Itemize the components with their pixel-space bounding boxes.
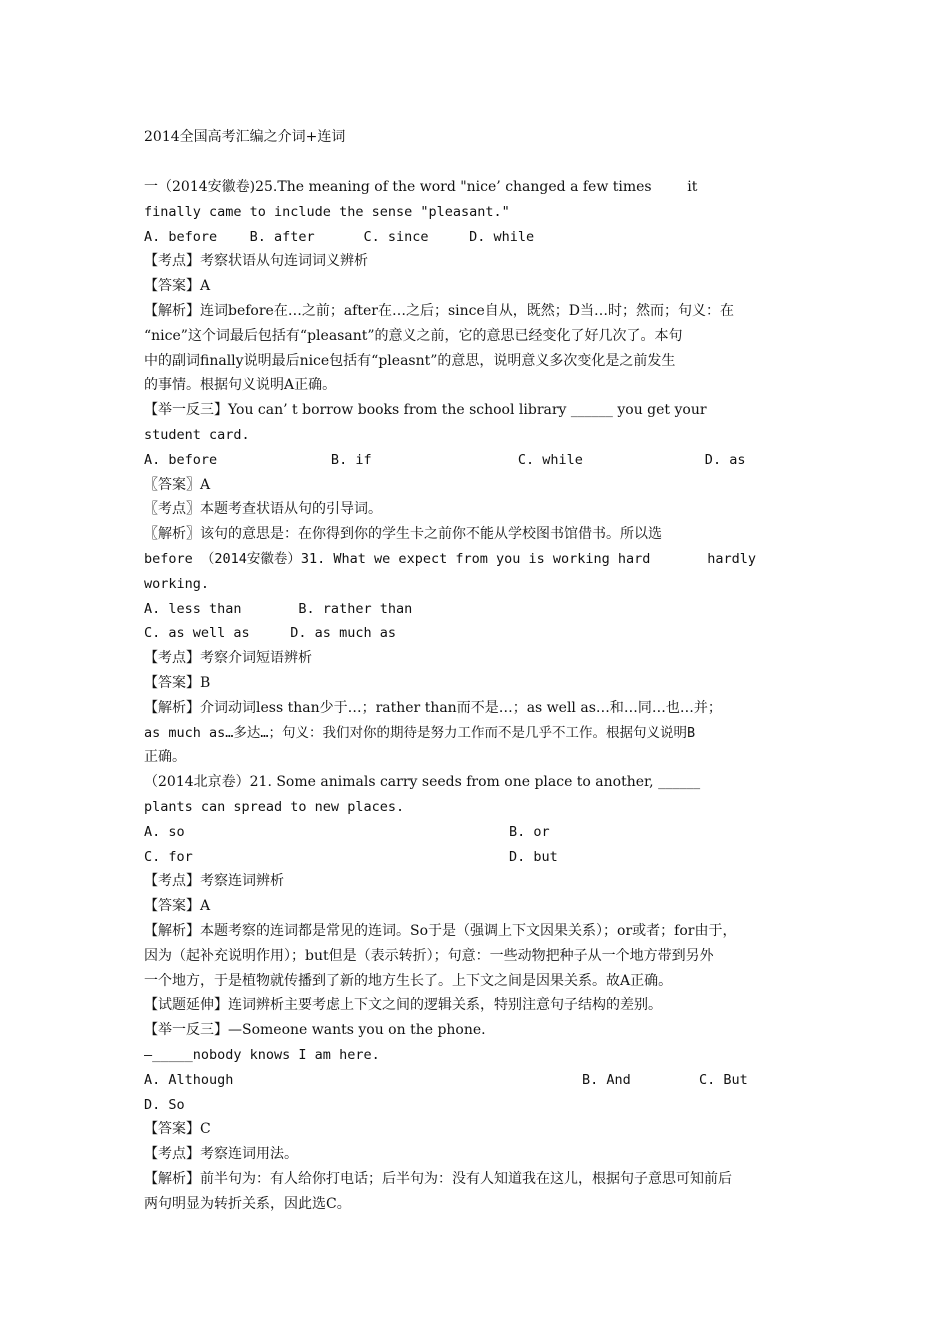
- text-line: 【答案】B: [144, 675, 211, 691]
- text-line: 正确。: [144, 749, 186, 766]
- text-line: 两句明显为转折关系，因此选C。: [144, 1195, 351, 1212]
- text-line: 〖答案〗A: [144, 476, 211, 493]
- option-item: C. But: [699, 1071, 748, 1088]
- text-line: 【试题延伸】连词辨析主要考虑上下文之间的逻辑关系，特别注意句子结构的差别。: [144, 997, 662, 1014]
- text-line: 〖考点〗本题考查状语从句的引导词。: [144, 501, 382, 518]
- text-line: 〖解析〗该句的意思是：在你得到你的学生卡之前你不能从学校图书馆借书。所以选: [144, 526, 662, 543]
- text-line: 【考点】考察介词短语辨析: [144, 650, 312, 667]
- option-item: C. for: [144, 848, 193, 865]
- text-line: 因为（起补充说明作用）；but但是（表示转折）；句意：一些动物把种子从一个地方带到另外: [144, 947, 714, 964]
- text-line: A. before B. after C. since D. while: [144, 228, 535, 245]
- option-item: D. but: [509, 848, 558, 865]
- option-item: B. or: [509, 823, 550, 840]
- option-item: A. so: [144, 823, 185, 840]
- text-line: A. before B. if C. while D. as: [144, 451, 746, 468]
- text-line: 的事情。根据句义说明A正确。: [144, 377, 337, 394]
- text-line: 【答案】C: [144, 1121, 211, 1138]
- text-line: A. less than B. rather than: [144, 600, 413, 617]
- text-line: C. as well as D. as much as: [144, 625, 396, 642]
- text-line: plants can spread to new places.: [144, 799, 405, 815]
- text-line: student card.: [144, 427, 250, 443]
- document-title: 2014全国高考汇编之介词+连词: [144, 129, 346, 145]
- text-line: 【解析】连词before在…之前；after在…之后；since自从，既然；D当…时；然而；句义：在: [144, 303, 734, 319]
- text-line: 【考点】考察连词辨析: [144, 873, 284, 890]
- text-line: 中的副词finally说明最后nice包括有“pleasnt”的意思，说明意义多次变化是之前发生: [144, 352, 676, 369]
- text-line: 【考点】考察连词用法。: [144, 1146, 298, 1163]
- text-line: 【举一反三】You can’ t borrow books from the school library ______ you get your: [144, 402, 707, 419]
- text-line: working.: [144, 575, 210, 592]
- text-line: 一（2014安徽卷)25.The meaning of the word "nice’ changed a few times it: [144, 179, 698, 195]
- text-line: “nice”这个词最后包括有“pleasant”的意义之前，它的意思已经变化了好几次了。本句: [144, 327, 683, 344]
- option-item: B. And: [582, 1071, 631, 1088]
- text-line: 【解析】本题考察的连词都是常见的连词。So于是（强调上下文因果关系）；or或者；for由于，: [144, 923, 737, 939]
- text-line: （2014北京卷）21. Some animals carry seeds from one place to another, ______: [144, 774, 701, 791]
- text-line: finally came to include the sense "pleasant.": [144, 203, 510, 220]
- text-line: 【解析】前半句为：有人给你打电话；后半句为：没有人知道我在这儿，根据句子意思可知前后: [144, 1171, 732, 1187]
- option-item: A. Although: [144, 1071, 234, 1088]
- text-line: before （2014安徽卷）31. What we expect from you is working hard hardly: [144, 551, 757, 567]
- text-line: —_____nobody knows I am here.: [144, 1047, 380, 1063]
- text-line: 【解析】介词动词less than少于…；rather than而不是…；as well as…和…同…也…并；: [144, 699, 722, 716]
- text-line: D. So: [144, 1096, 185, 1113]
- text-line: 【举一反三】—Someone wants you on the phone.: [144, 1022, 486, 1039]
- text-line: as much as…多达…；句义：我们对你的期待是努力工作而不是几乎不工作。根据句义说明B: [144, 724, 696, 741]
- text-line: 【答案】A: [144, 898, 211, 915]
- text-line: 【答案】A: [144, 278, 211, 295]
- text-line: 【考点】考察状语从句连词词义辨析: [144, 253, 368, 270]
- text-line: 一个地方，于是植物就传播到了新的地方生长了。上下文之间是因果关系。故A正确。: [144, 972, 673, 989]
